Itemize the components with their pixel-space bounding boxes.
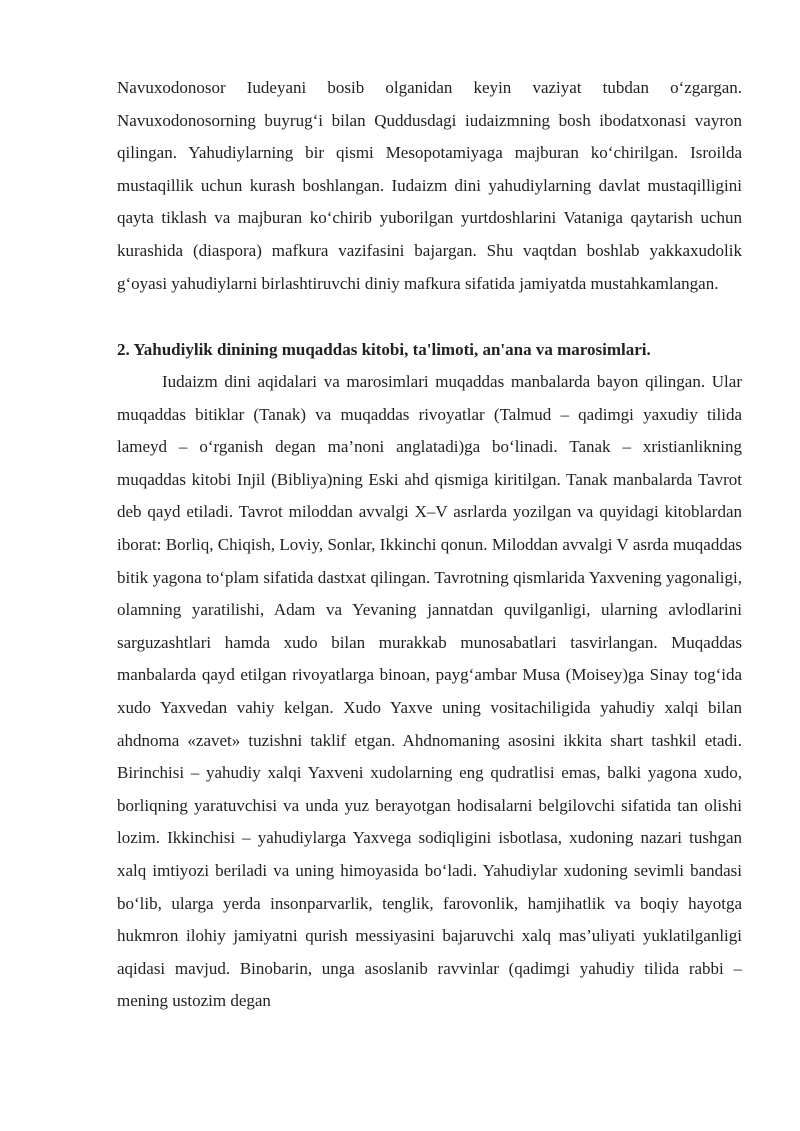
body-paragraph-1 bbox=[117, 72, 742, 300]
paragraph-text: Navuxodonosor Iudeyani bosib olganidan keyin vaziyat tubdan o‘zgargan. Navuxodonosorning buyrug‘i bilan Quddusdagi iudaizmning bosh ibodatxonasi vayron qilingan. Yahudiylarning bir qismi Mesopotamiyaga majburan ko‘chirilgan. Isroilda mustaqillik uchun kurash boshlangan. Iudaizm dini yahudiylarning davlat mustaqilligini qayta tiklash va majburan ko‘chirib yuborilgan yurtdoshlarini Vataniga qaytarish uchun kurashida (diaspora) mafkura vazifasini bajargan. Shu vaqtdan boshlab yakkaxudolik g‘oyasi yahudiylarni birlashtiruvchi diniy mafkura sifatida jamiyatda mustahkamlangan. bbox=[117, 78, 742, 293]
body-paragraph-2 bbox=[117, 366, 742, 1018]
paragraph-text: Iudaizm dini aqidalari va marosimlari muqaddas manbalarda bayon qilingan. Ular muqaddas bitiklar (Tanak) va muqaddas rivoyatlar (Talmud – qadimgi yaxudiy tilida lameyd – o‘rganish degan ma’noni anglatadi)ga bo‘linadi. Tanak – xristianlikning muqaddas kitobi Injil (Bibliya)ning Eski ahd qismiga kiritilgan. Tanak manbalarda Tavrot deb qayd etiladi. Tavrot miloddan avvalgi X–V asrlarda yozilgan va quyidagi kitoblardan iborat: Borliq, Chiqish, Loviy, Sonlar, Ikkinchi qonun. Miloddan avvalgi V asrda muqaddas bitik yagona to‘plam sifatida dastxat qilingan. Tavrotning qismlarida Yaxvening yagonaligi, olamning yaratilishi, Adam va Yevaning jannatdan quvilganligi, ularning avlodlarini sarguzashtlari hamda xudo bilan murakkab munosabatlari tasvirlangan. Muqaddas manbalarda qayd etilgan rivoyatlarga binoan, payg‘ambar Musa (Moisey)ga Sinay tog‘ida xudo Yaxvedan vahiy kelgan. Xudo Yaxve uning vositachiligida yahudiy xalqi bilan ahdnoma «zavet» tuzishni taklif etgan. Ahdnomaning asosini ikkita shart tashkil etadi. Birinchisi – yahudiy xalqi Yaxveni xudolarning eng qudratlisi emas, balki yagona xudo, borliqning yaratuvchisi va unda yuz berayotgan hodisalarni belgilovchi sifatida tan olishi lozim. Ikkinchisi – yahudiylarga Yaxvega sodiqligini isbotlasa, xudoning nazari tushgan xalq imtiyozi beriladi va uning himoyasida bo‘ladi. Yahudiylar xudoning sevimli bandasi bo‘lib, ularga yerda insonparvarlik, tenglik, farovonlik, hamjihatlik va boqiy hayotga hukmron ilohiy jamiyatni qurish messiyasini bajaruvchi xalq mas’uliyati yuklatilganligi aqidasi mavjud. Binobarin, unga asoslanib ravvinlar (qadimgi yahudiy tilida rabbi – mening ustozim degan bbox=[117, 372, 742, 1011]
section-heading: 2. Yahudiylik dinining muqaddas kitobi, ta'limoti, an'ana va marosimlari. bbox=[117, 340, 651, 359]
